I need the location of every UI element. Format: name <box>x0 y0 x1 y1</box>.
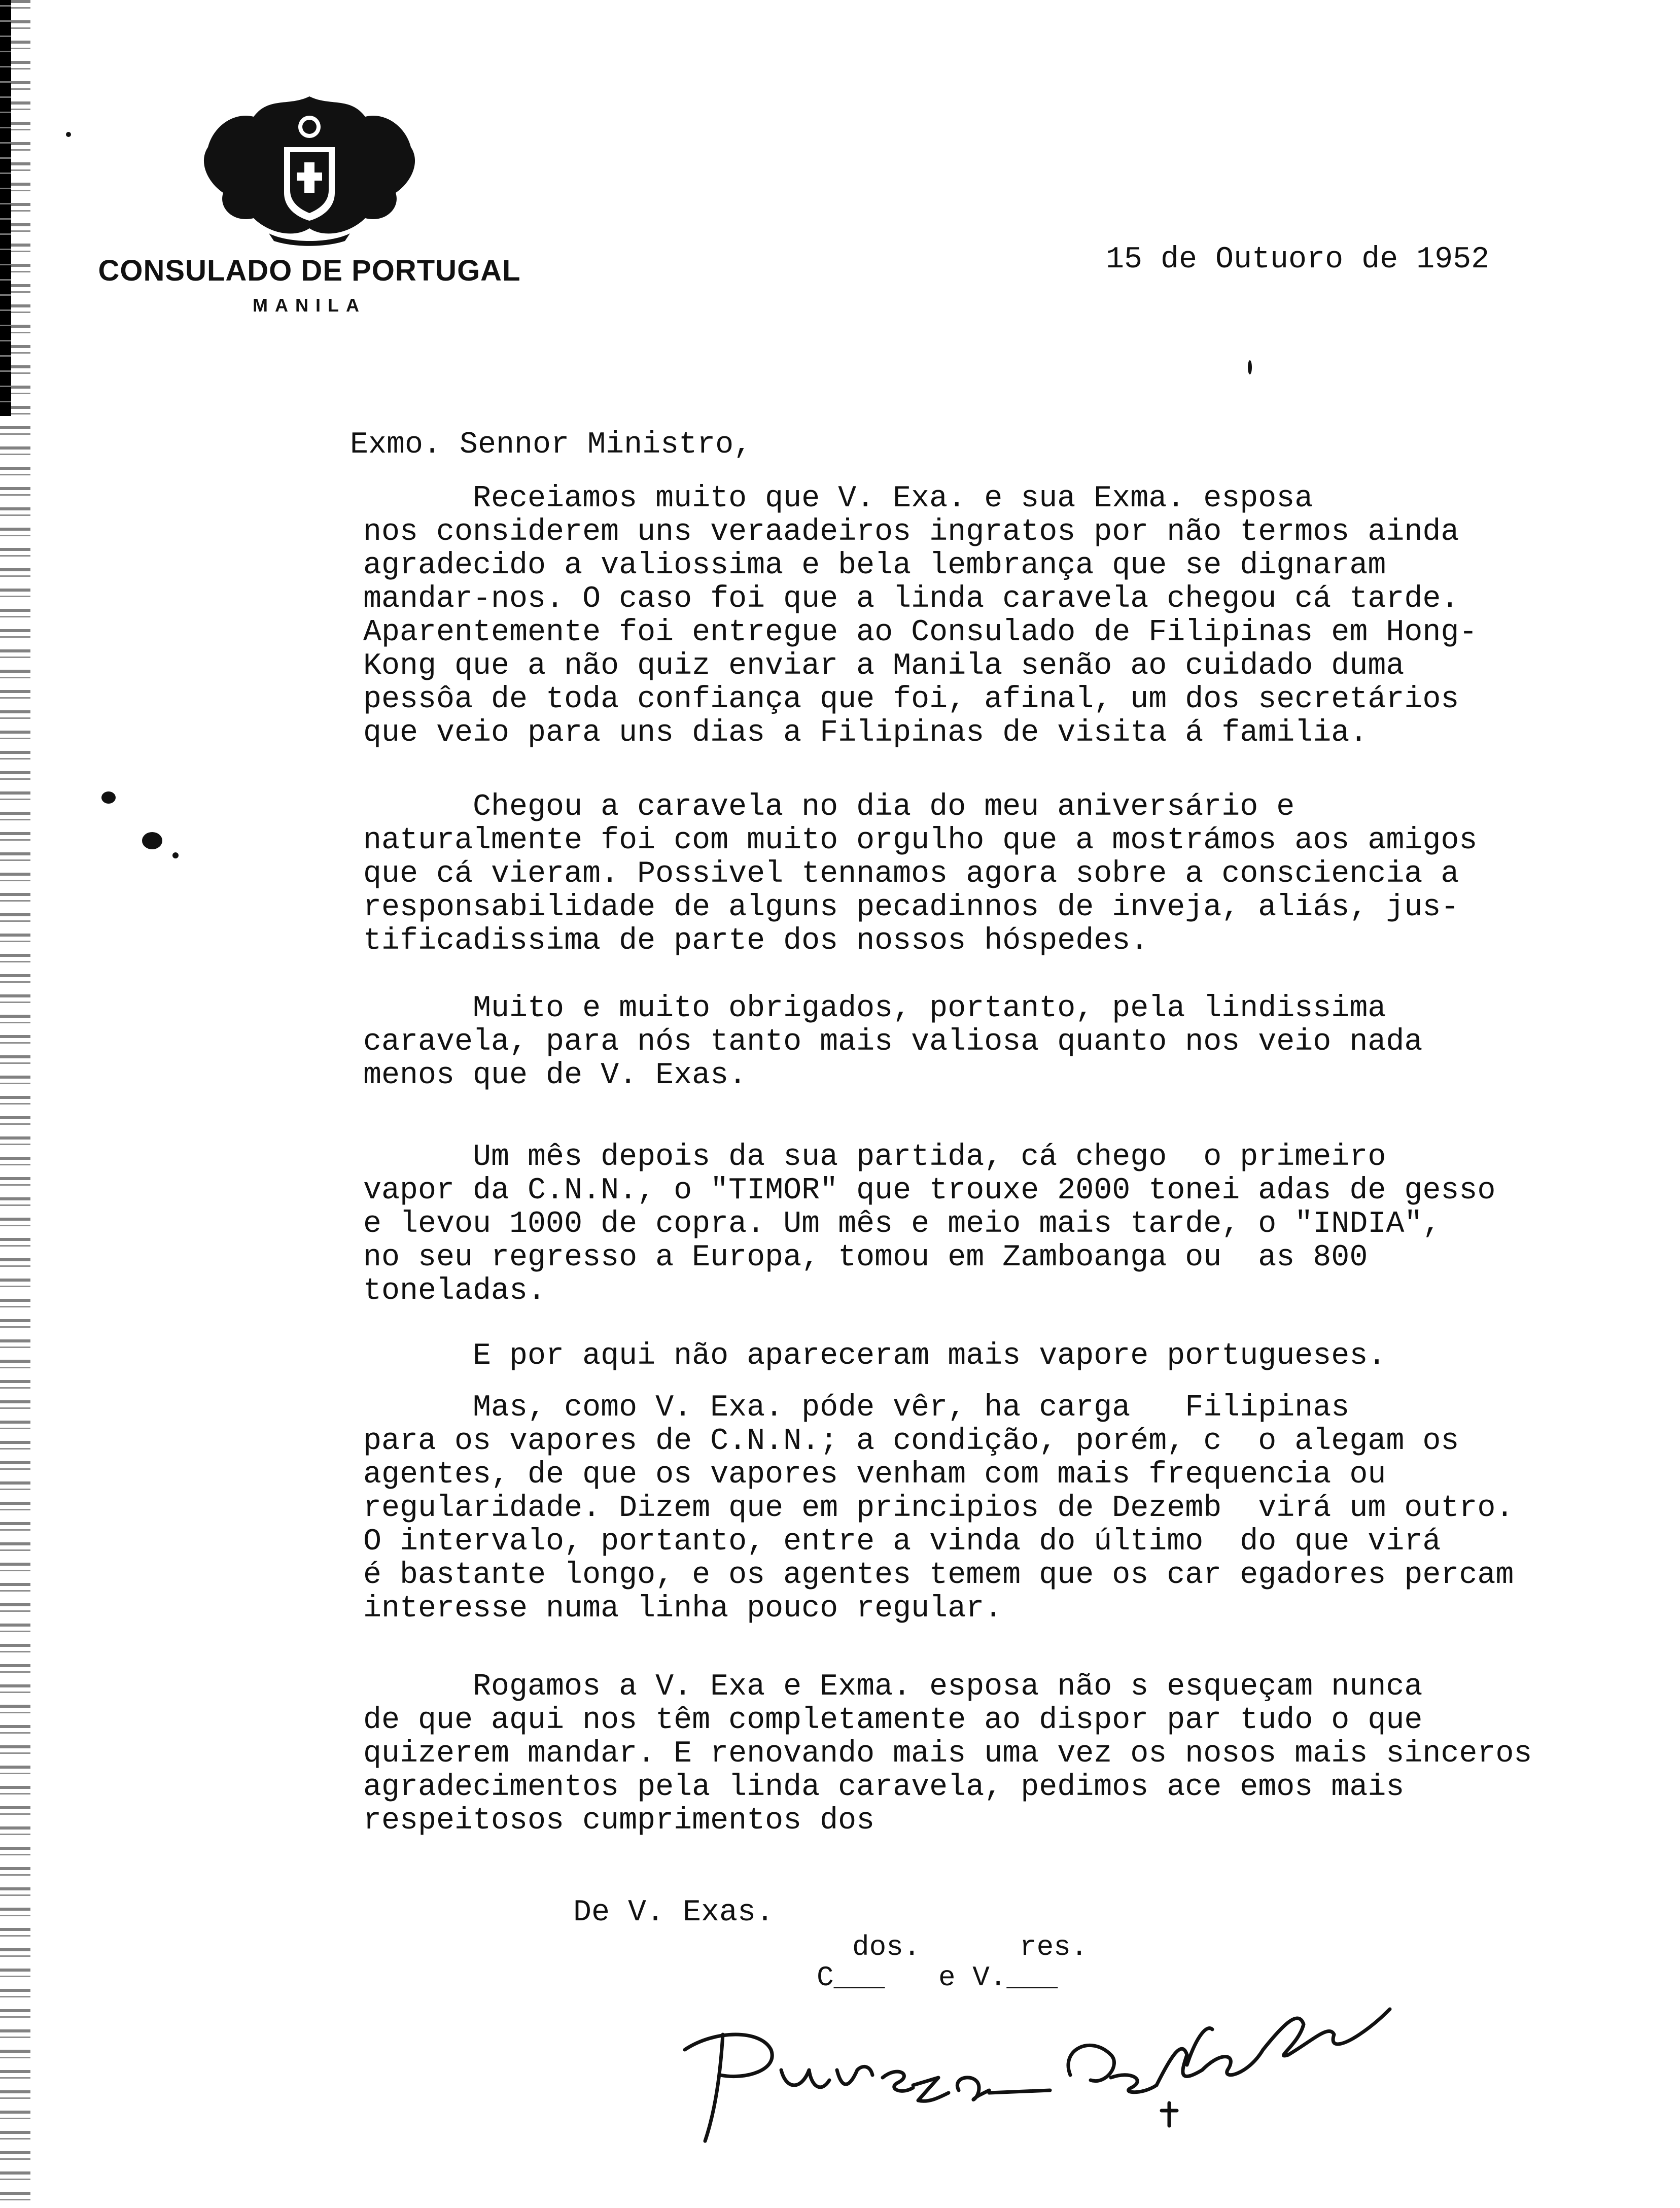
scan-speck <box>172 852 179 858</box>
closing-dos: dos. <box>852 1931 921 1963</box>
closing-line: De V. Exas. <box>573 1895 775 1930</box>
letter-date: 15 de Outuoro de 1952 <box>1106 243 1490 277</box>
closing-c: C___ <box>817 1961 885 1994</box>
salutation: Exmo. Sennor Ministro, <box>350 428 752 462</box>
paragraph-3: Muito e muito obrigados, portanto, pela lindissima caravela, para nós tanto mais valiosa quanto nos veio nada menos que de V. Exas. <box>363 991 1423 1093</box>
coat-of-arms-emblem <box>193 86 426 249</box>
paragraph-4: Um mês depois da sua partida, cá chego o primeiro vapor da C.N.N., o "TIMOR" que trouxe 2000 tonei adas de gesso e levou 1000 de copra. Um mês e meio mais tarde, o "INDIA", no seu regresso a Europa, tomou em Zamboanga ou as 800 toneladas. <box>363 1140 1496 1308</box>
paragraph-1: Receiamos muito que V. Exa. e sua Exma. esposa nos considerem uns veraadeiros ingratos por não termos ainda agradecido a valiossima e bela lembrança que se dignaram mandar-nos. O caso foi que a linda caravela chegou cá tarde. Aparentemente foi entregue ao Consulado de Filipinas em Hong- Kong que a não quiz enviar a Manila senão ao cuidado duma pessôa de toda confiança que foi, afinal, um dos secretários que veio para uns dias a Filipinas de visita á familia. <box>363 481 1478 750</box>
consulate-name: CONSULADO DE PORTUGAL <box>98 254 521 287</box>
scan-edge-dark-band <box>0 0 11 416</box>
paragraph-2: Chegou a caravela no dia do meu aniversário e naturalmente foi com muito orgulho que a mostrámos aos amigos que cá vieram. Possivel tennamos agora sobre a consciencia a responsabilidade de alguns pecadinnos de inveja, aliás, jus- tificadissima de parte dos nossos hóspedes. <box>363 790 1478 958</box>
scan-speck <box>1248 360 1252 374</box>
letterhead <box>66 254 553 316</box>
scan-speck <box>66 132 71 137</box>
paragraph-6: Mas, como V. Exa. póde vêr, ha carga Filipinas para os vapores de C.N.N.; a condição, porém, c o alegam os agentes, de que os vapores venham com mais frequencia ou regularidade. Dizem que em principios de Dezemb virá um outro. O intervalo, portanto, entre a vinda do último do que virá é bastante longo, e os agentes temem que os car egadores percam interesse numa linha pouco regular. <box>363 1391 1514 1626</box>
closing-res: res. <box>1020 1931 1088 1963</box>
paragraph-5: E por aqui não apareceram mais vapore portugueses. <box>363 1339 1386 1373</box>
paragraph-7: Rogamos a V. Exa e Exma. esposa não s esqueçam nunca de que aqui nos têm completamente ao dispor par tudo o que quizerem mandar. E renovando mais uma vez os nosos mais sinceros agradecimentos pela linda caravela, pedimos ace emos mais respeitosos cumprimentos dos <box>363 1670 1532 1838</box>
closing-ev: e V.___ <box>938 1961 1058 1994</box>
handwritten-signature <box>675 1994 1486 2166</box>
consulate-city: MANILA <box>253 295 366 316</box>
scan-speck <box>142 832 162 849</box>
scan-speck <box>101 791 116 804</box>
